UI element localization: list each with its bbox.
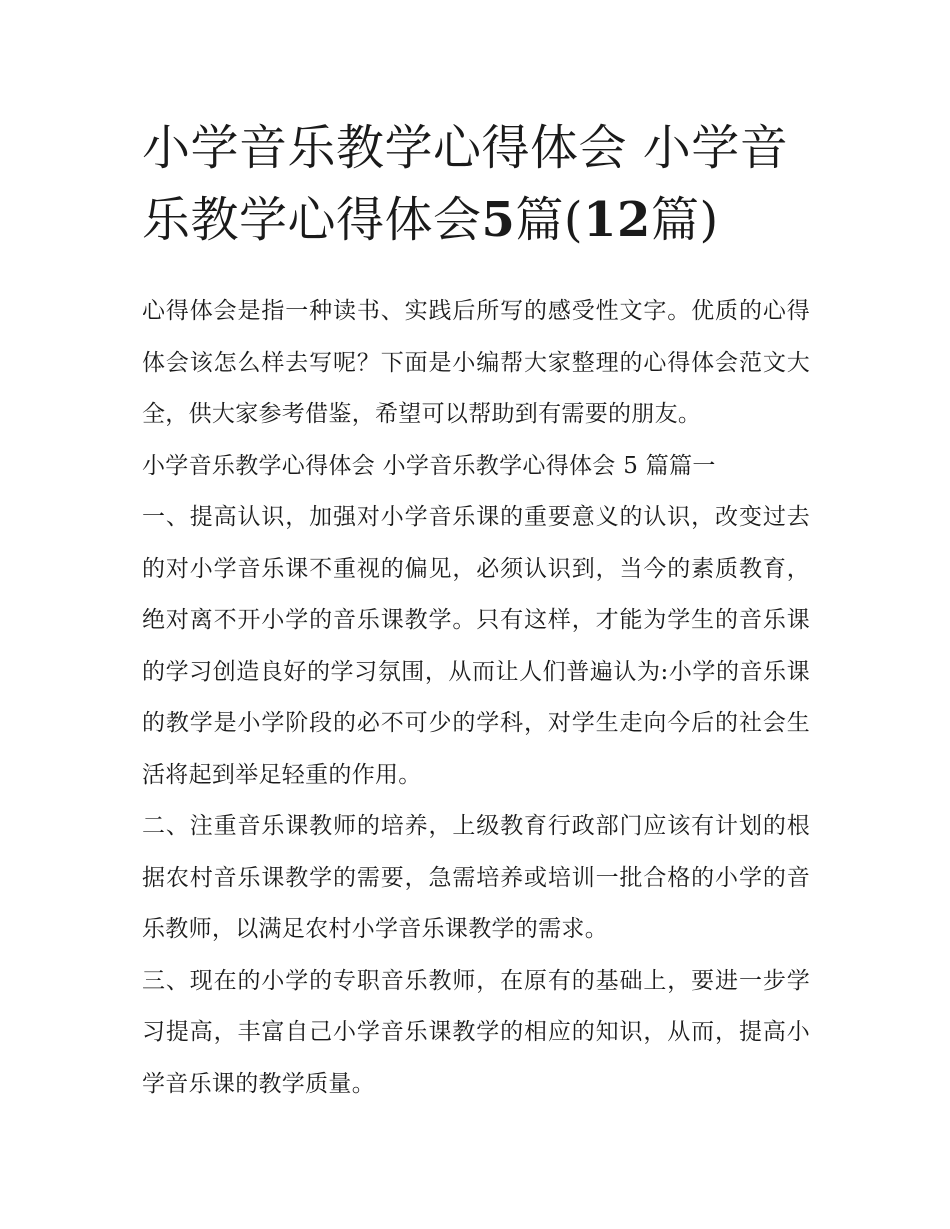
document-page: [142, 112, 810, 1110]
title-number-1: 5: [481, 192, 516, 248]
point-two-paragraph: 二、注重音乐课教师的培养，上级教育行政部门应该有计划的根据农村音乐课教学的需要，急需培养或培训一批合格的小学的音乐教师，以满足农村小学音乐课教学的需求。: [142, 813, 810, 942]
title-number-2: 12: [583, 192, 651, 248]
point-three-paragraph: 三、现在的小学的专职音乐教师，在原有的基础上，要进一步学习提高，丰富自己小学音乐课教学的相应的知识，从而，提高小学音乐课的教学质量。: [142, 967, 810, 1097]
section-heading: 小学音乐教学心得体会 小学音乐教学心得体会 5 篇篇一: [142, 452, 716, 479]
document-body: [142, 286, 810, 1110]
title-text-1: 小学音乐教学心得体会 小学音乐教学心得体会: [142, 120, 789, 248]
title-text-2: 篇(: [515, 192, 584, 248]
document-title: [142, 112, 810, 256]
intro-paragraph: 心得体会是指一种读书、实践后所写的感受性文字。优质的心得体会该怎么样去写呢？下面是小编帮大家整理的心得体会范文大全，供大家参考借鉴，希望可以帮助到有需要的朋友。: [142, 298, 810, 427]
point-one-paragraph: 一、提高认识，加强对小学音乐课的重要意义的认识，改变过去的对小学音乐课不重视的偏见，必须认识到，当今的素质教育，绝对离不开小学的音乐课教学。只有这样，才能为学生的音乐课的学习创造良好的学习氛围，从而让人们普遍认为:小学的音乐课的教学是小学阶段的必不可少的学科，对学生走向今后的社会生活将起到举足轻重的作用。: [142, 504, 810, 788]
title-text-3: 篇): [650, 192, 719, 248]
